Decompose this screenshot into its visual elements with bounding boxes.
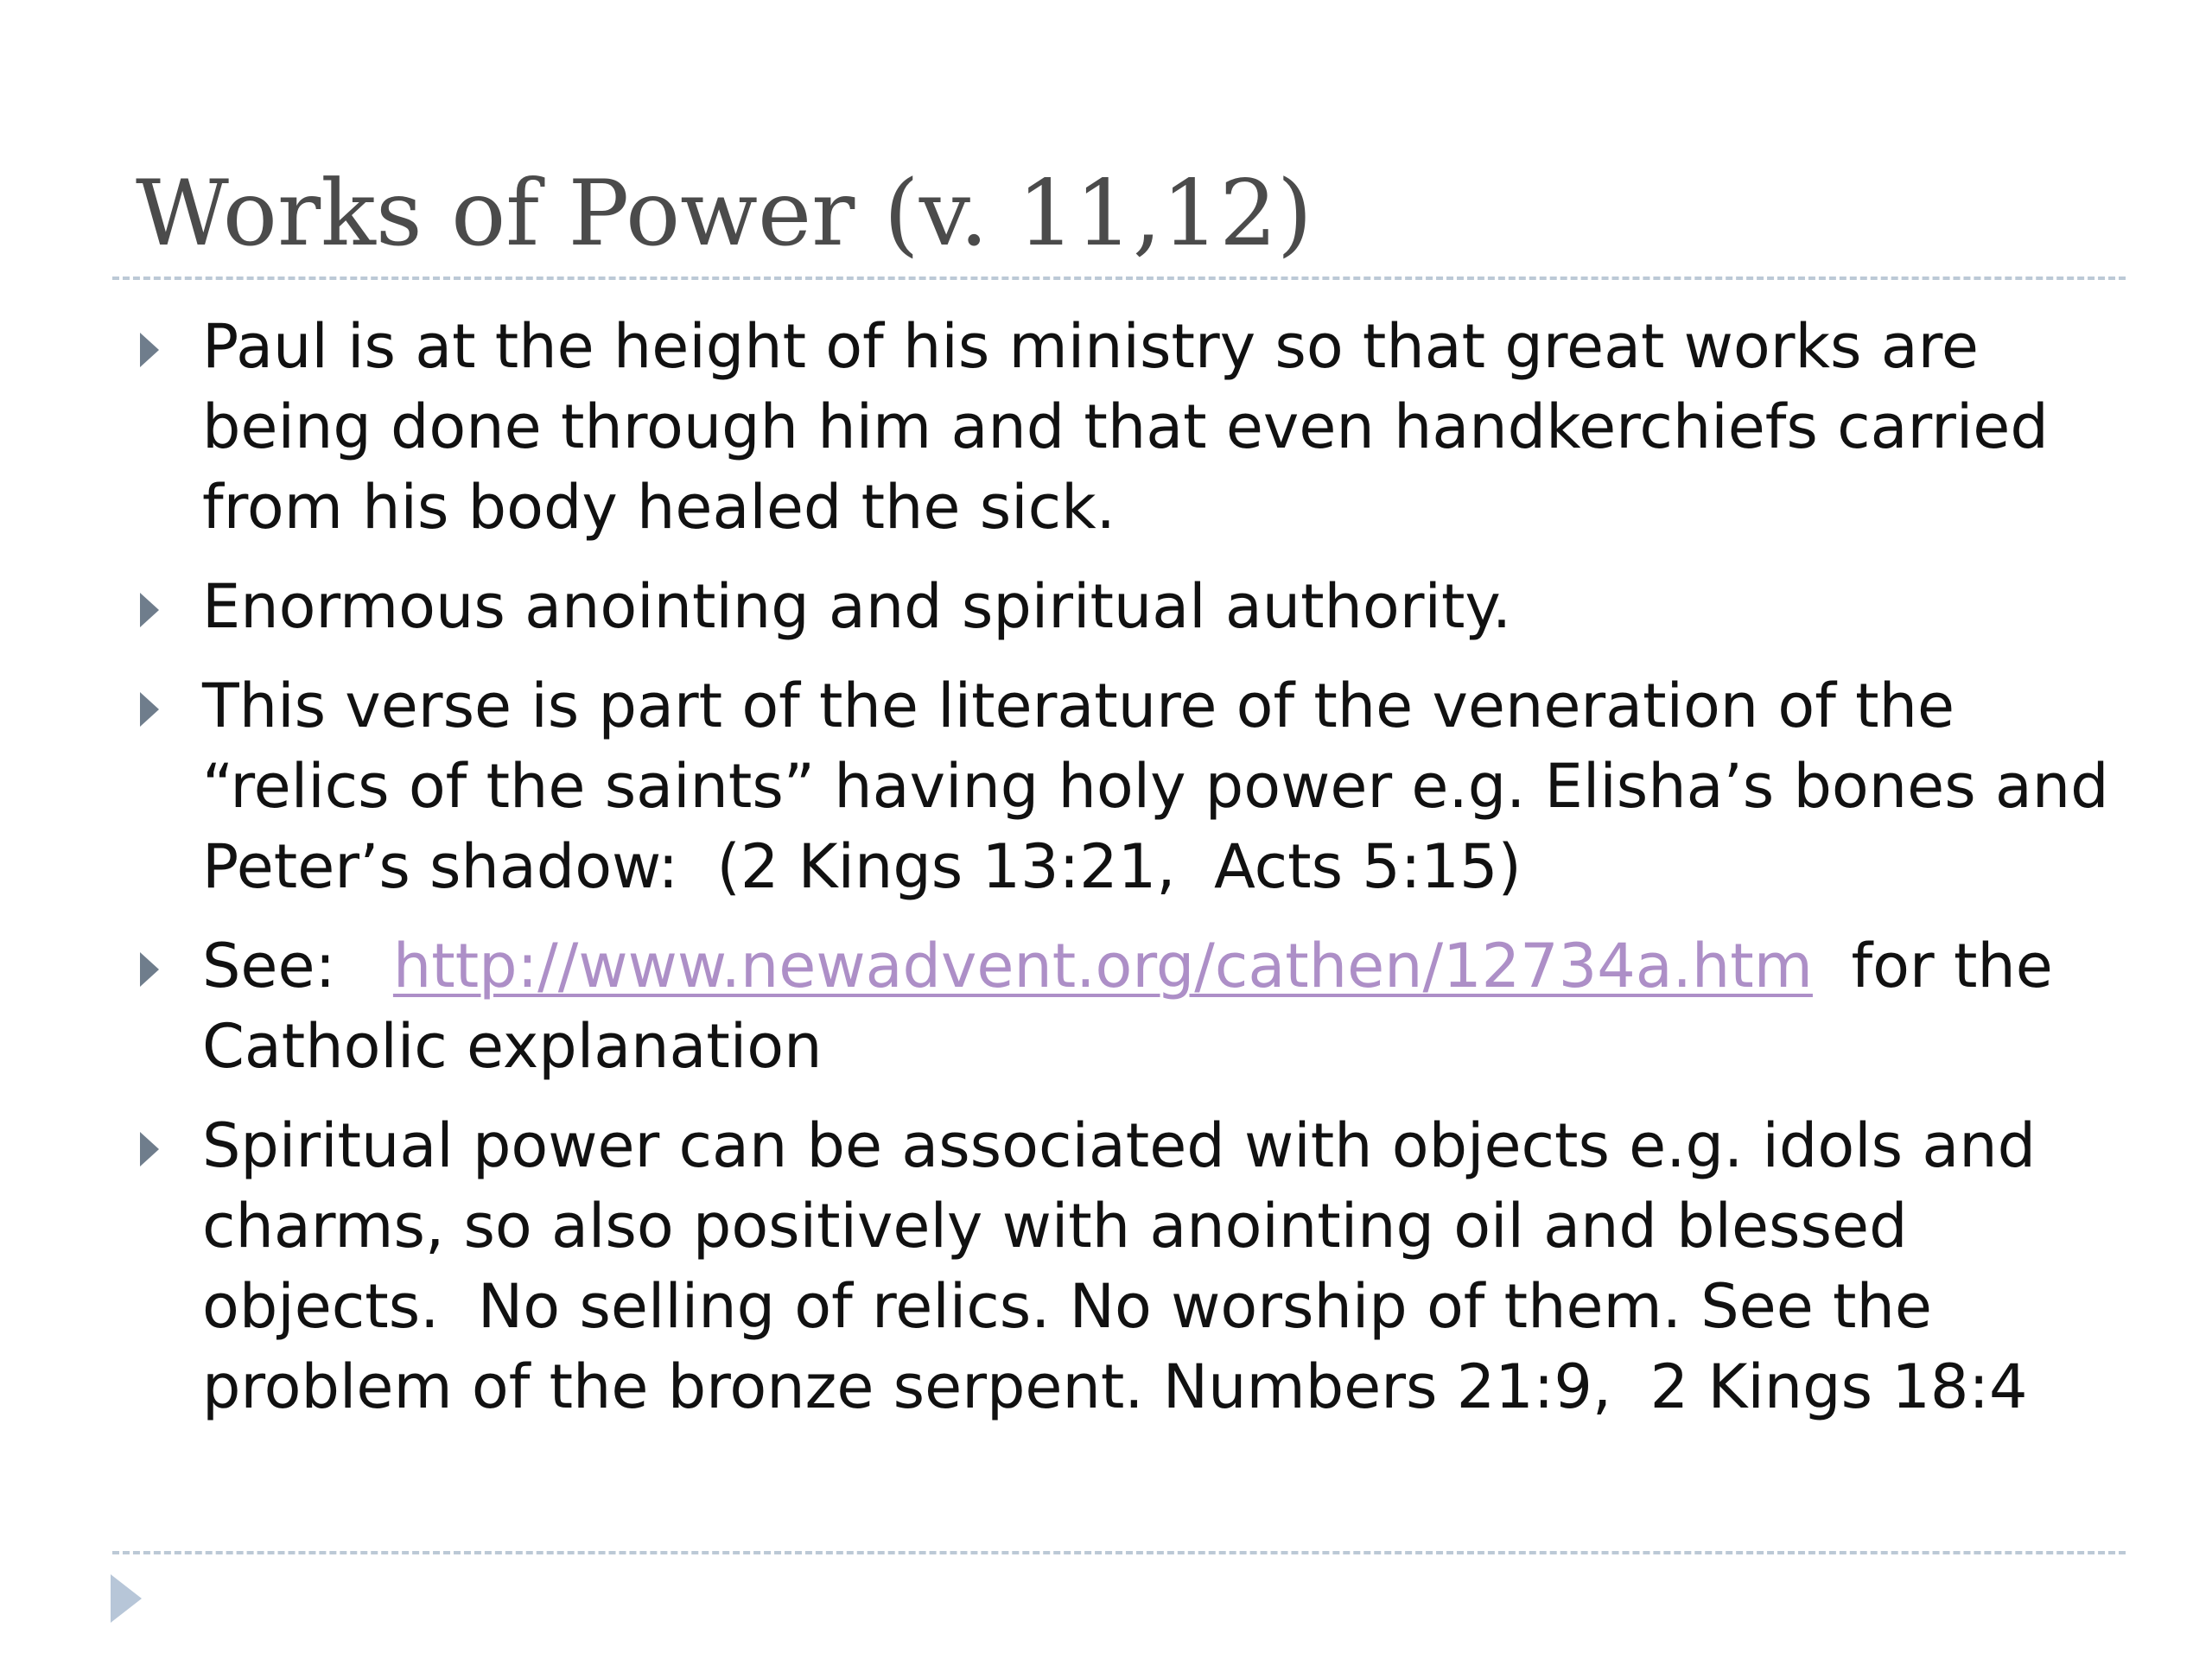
- bullet-item-2: [128, 567, 2115, 647]
- bullet-text: Paul is at the height of his ministry so that great works are being done through him and that even handkerchiefs carried from his body healed the sick.: [202, 311, 2069, 543]
- slide-title: Works of Power (v. 11,12): [136, 161, 1313, 266]
- title-divider: [112, 276, 2126, 280]
- triangle-right-icon: [140, 1132, 159, 1166]
- bullet-text: This verse is part of the literature of the veneration of the “relics of the saints” having holy power e.g. Elisha’s bones and Peter’s shadow: (2 Kings 13:21, Acts 5:15): [202, 671, 2128, 902]
- link-suffix-text: for the Catholic explanation: [202, 931, 2073, 1082]
- newadvent-link[interactable]: http://www.newadvent.org/cathen/12734a.htm: [392, 931, 1813, 1001]
- triangle-right-icon: [140, 952, 159, 987]
- see-label: See:: [202, 931, 393, 1001]
- footer-triangle-icon: [111, 1574, 142, 1623]
- bullet-text: Spiritual power can be associated with objects e.g. idols and charms, so also positively with anointing oil and blessed objects. No selling of relics. No worship of them. See the problem of the bronze serpent. Numbers 21:9, 2 Kings 18:4: [202, 1110, 2056, 1422]
- bullet-item-3: [128, 666, 2128, 907]
- bullet-item-5: [128, 1106, 2115, 1427]
- bullet-item-4: [128, 926, 2115, 1087]
- bullet-text: Enormous anointing and spiritual authority.: [202, 571, 1512, 642]
- triangle-right-icon: [140, 692, 159, 727]
- bullet-item-1: [128, 307, 2115, 548]
- triangle-right-icon: [140, 593, 159, 627]
- bullet-list: [128, 307, 2128, 1446]
- footer-divider: [112, 1551, 2126, 1554]
- triangle-right-icon: [140, 333, 159, 367]
